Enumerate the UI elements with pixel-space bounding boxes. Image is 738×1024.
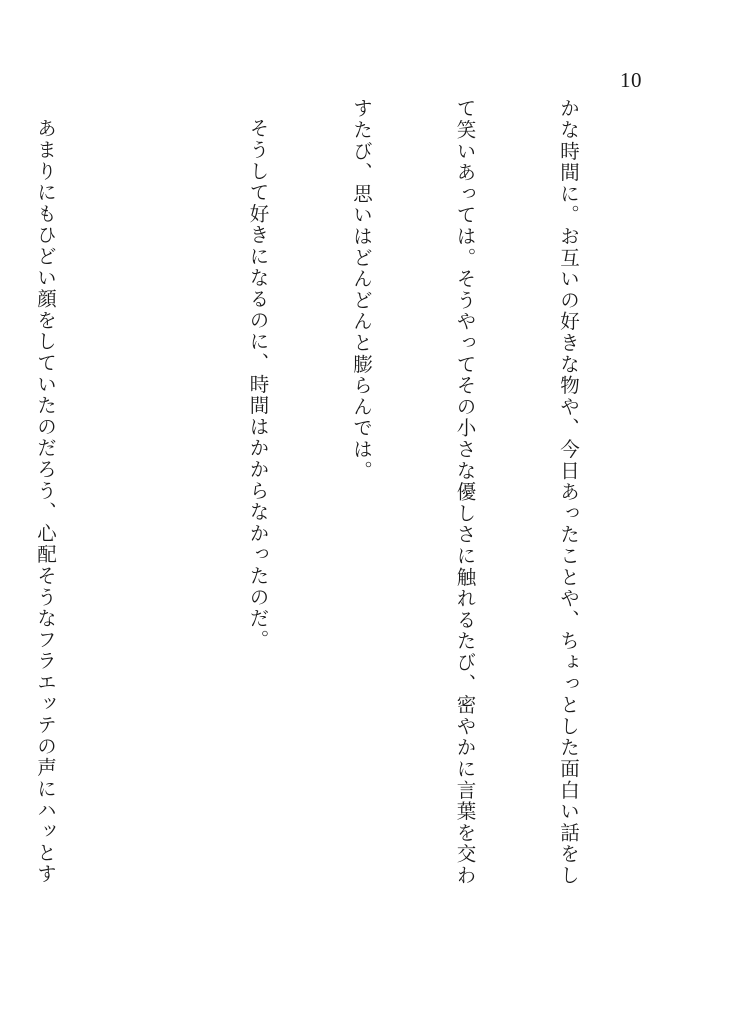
text-line: かな時間に。お互いの好きな物や、今日あったことや、ちょっとした面白い話をし [557, 98, 580, 887]
paragraph-gap [131, 98, 171, 932]
page-number: 10 [620, 68, 642, 92]
text-line: あまりにもひどい顔をしていたのだろう、心配そうなフラエッテの声にハッとす [34, 117, 57, 885]
text-line: すたび、思いはどんどんと膨らんでは。 [350, 98, 373, 482]
text-line: そうして好きになるのに、時間はかからなかったのだ。 [246, 117, 270, 650]
body-text [0, 98, 654, 932]
text-line: て笑いあっては。そうやってその小さな優しさに触れるたび、密やかに言葉を交わ [453, 98, 477, 887]
